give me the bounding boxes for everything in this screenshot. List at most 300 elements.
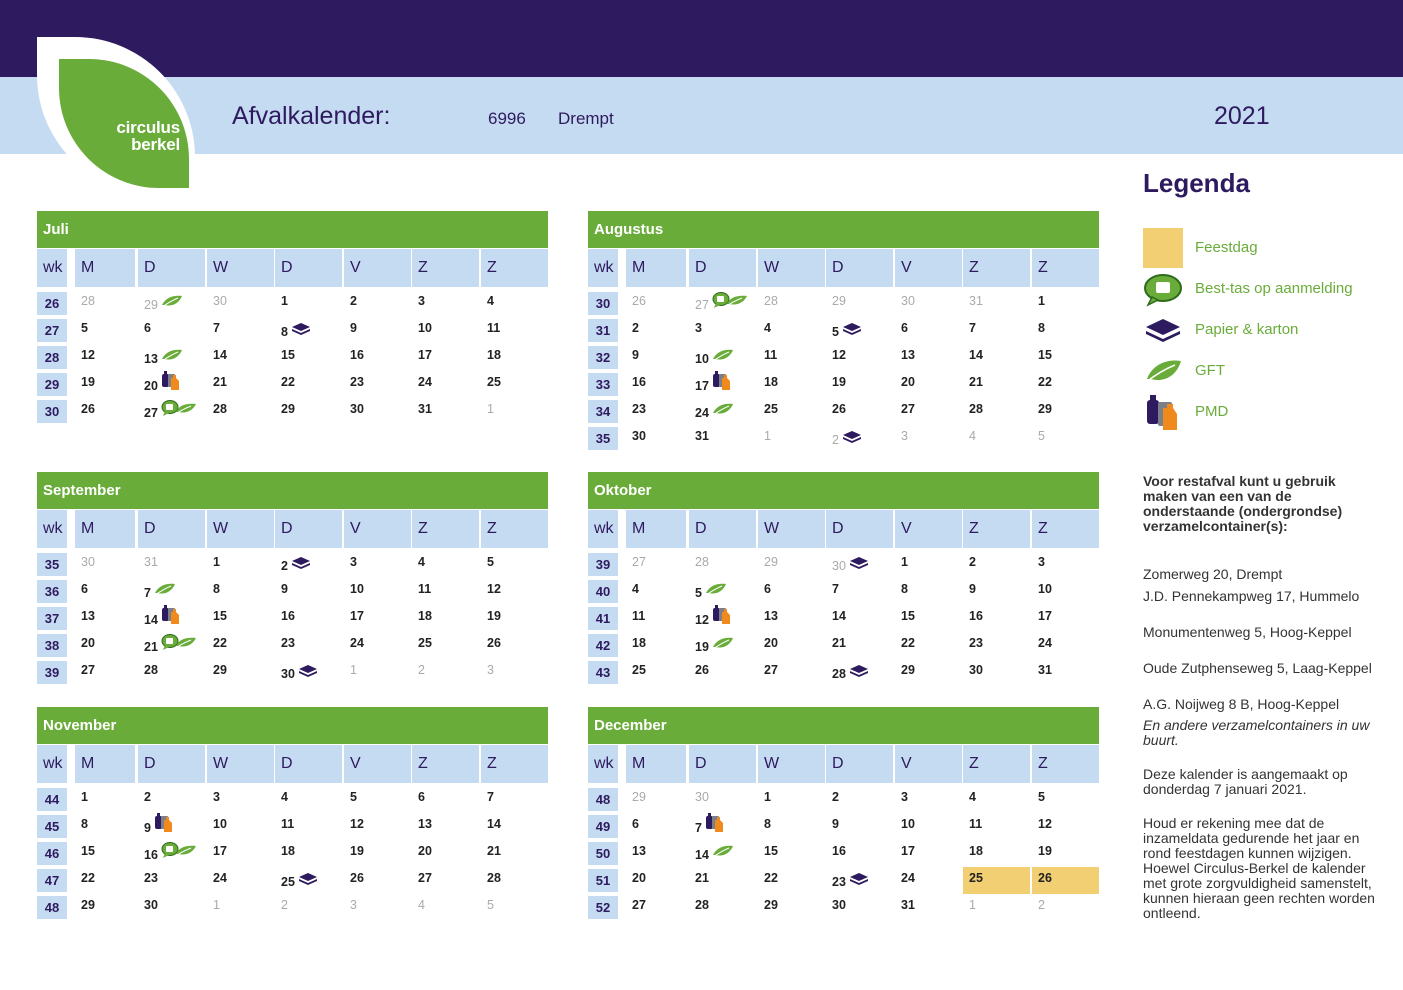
week-number: 32: [588, 346, 618, 369]
day-cell: [207, 896, 274, 920]
disclaimer: Houd er rekening mee dat de inzameldata gedurende het jaar en rond feestdagen kunnen wijzigen. Hoewel Circulus-Berkel de kalender met grote zorgvuldigheid samenstelt, kunnen hieraan geen rechten worden ontleend.: [1143, 815, 1375, 921]
day-cell: [626, 788, 686, 812]
day-number: 17: [1038, 609, 1052, 623]
month-title: Oktober: [588, 472, 1099, 509]
day-number: 30: [969, 663, 983, 677]
day-number: 13: [418, 817, 432, 831]
day-number: 27: [144, 406, 158, 420]
day-cell: [895, 815, 962, 839]
day-cell: [626, 319, 686, 343]
day-number: 29: [213, 663, 227, 677]
day-number: 14: [832, 609, 846, 623]
day-header: D: [826, 745, 893, 783]
day-cell: [344, 580, 411, 604]
header-bar: [0, 77, 1403, 154]
day-number: 29: [144, 298, 158, 312]
day-cell: [207, 607, 274, 631]
day-number: 27: [632, 555, 646, 569]
week-row: [588, 424, 1099, 451]
day-cell: [481, 346, 548, 370]
day-number: 19: [350, 844, 364, 858]
day-cell: [138, 815, 205, 839]
day-number: 9: [350, 321, 357, 335]
day-header: Z: [481, 510, 548, 548]
leaf-icon: [712, 844, 734, 858]
collection-gft-icon: [712, 402, 734, 421]
day-number: 20: [764, 636, 778, 650]
day-cell: [963, 607, 1030, 631]
paper-stack-icon: [298, 663, 318, 677]
holiday-day-cell: [1032, 867, 1099, 894]
day-number: 25: [632, 663, 646, 677]
day-cell: [344, 788, 411, 812]
collection-gft-icon: [712, 844, 734, 863]
day-number: 4: [281, 790, 288, 804]
day-cell: [1032, 292, 1099, 316]
day-cell: [207, 400, 274, 424]
day-number: 22: [901, 636, 915, 650]
day-header: D: [689, 249, 756, 287]
week-row: [37, 370, 548, 397]
day-number: 16: [969, 609, 983, 623]
collection-best-gft-icon: [161, 844, 197, 864]
day-cell: [895, 373, 962, 397]
day-number: 15: [901, 609, 915, 623]
day-header-row: [37, 510, 548, 548]
day-cell: [75, 400, 135, 424]
paper-stack-icon: [291, 555, 311, 569]
day-cell: [626, 292, 686, 316]
day-cell: [344, 896, 411, 920]
day-cell: [1032, 815, 1099, 839]
day-number: 6: [632, 817, 639, 831]
week-row: [588, 316, 1099, 343]
day-header: M: [75, 745, 135, 783]
day-cell: [626, 553, 686, 577]
day-number: 28: [81, 294, 95, 308]
day-cell: [412, 292, 479, 316]
day-cell: [481, 788, 548, 812]
best-bag-leaf-icon: [712, 291, 748, 309]
day-number: 11: [281, 817, 295, 831]
day-cell: [963, 896, 1030, 920]
day-number: 29: [832, 294, 846, 308]
day-number: 6: [418, 790, 425, 804]
day-number: 30: [832, 559, 846, 573]
collection-best-gft-icon: [161, 402, 197, 422]
week-row: [37, 893, 548, 920]
day-number: 18: [969, 844, 983, 858]
day-number: 26: [832, 402, 846, 416]
legend-label: Feestdag: [1195, 239, 1258, 256]
week-number: 40: [588, 580, 618, 603]
day-number: 5: [1038, 790, 1045, 804]
more-containers-note: En andere verzamelcontainers in uw buurt.: [1143, 717, 1370, 748]
day-number: 14: [144, 613, 158, 627]
day-number: 16: [144, 848, 158, 862]
week-row: [37, 866, 548, 893]
paper-stack-icon: [298, 871, 318, 885]
day-header-row: [588, 745, 1099, 783]
day-cell: [138, 400, 205, 424]
day-number: 8: [213, 582, 220, 596]
paper-stack-icon: [842, 429, 862, 443]
day-cell: [138, 842, 205, 866]
day-header: Z: [1032, 249, 1099, 287]
day-number: 10: [213, 817, 227, 831]
day-cell: [689, 292, 756, 316]
day-cell: [963, 661, 1030, 685]
month-juli: [37, 211, 548, 424]
day-cell: [1032, 842, 1099, 866]
day-cell: [826, 815, 893, 839]
day-number: 19: [487, 609, 501, 623]
day-cell: [689, 842, 756, 866]
day-number: 30: [695, 790, 709, 804]
week-row: [588, 893, 1099, 920]
day-number: 28: [144, 663, 158, 677]
day-header: M: [626, 510, 686, 548]
day-number: 23: [281, 636, 295, 650]
holiday-swatch: [1143, 228, 1183, 268]
day-header-row: [588, 249, 1099, 287]
day-header: Z: [412, 249, 479, 287]
day-cell: [689, 373, 756, 397]
day-cell: [758, 553, 825, 577]
day-cell: [207, 346, 274, 370]
location-item: Zomerweg 20, Drempt: [1143, 566, 1283, 582]
pmd-icon: [712, 603, 732, 625]
day-number: 25: [487, 375, 501, 389]
collection-best-gft-icon: [712, 294, 748, 314]
day-header: D: [275, 249, 342, 287]
day-cell: [1032, 634, 1099, 658]
day-cell: [481, 319, 548, 343]
day-number: 21: [695, 871, 709, 885]
day-cell: [207, 553, 274, 577]
day-number: 23: [144, 871, 158, 885]
paper-stack-icon: [849, 663, 869, 677]
day-cell: [481, 580, 548, 604]
day-number: 15: [281, 348, 295, 362]
day-cell: [963, 319, 1030, 343]
day-cell: [138, 580, 205, 604]
day-cell: [758, 896, 825, 920]
day-number: 4: [418, 898, 425, 912]
day-number: 22: [81, 871, 95, 885]
week-row: [588, 343, 1099, 370]
day-header: Z: [481, 249, 548, 287]
day-cell: [689, 661, 756, 685]
week-row: [37, 289, 548, 316]
day-cell: [207, 634, 274, 658]
day-number: 31: [144, 555, 158, 569]
day-cell: [1032, 896, 1099, 920]
day-number: 24: [1038, 636, 1052, 650]
day-number: 1: [764, 429, 771, 443]
day-cell: [826, 661, 893, 685]
day-header: V: [344, 745, 411, 783]
day-number: 8: [281, 325, 288, 339]
day-cell: [963, 580, 1030, 604]
day-cell: [275, 842, 342, 866]
day-cell: [481, 842, 548, 866]
day-header: Z: [963, 249, 1030, 287]
week-number: 41: [588, 607, 618, 630]
day-number: 27: [632, 898, 646, 912]
day-number: 17: [213, 844, 227, 858]
day-cell: [481, 869, 548, 893]
week-header: wk: [588, 745, 618, 783]
week-number: 27: [37, 319, 67, 342]
day-header: Z: [412, 745, 479, 783]
collection-pmd-icon: [712, 609, 732, 630]
day-number: 28: [695, 898, 709, 912]
day-cell: [826, 869, 893, 893]
day-cell: [1032, 553, 1099, 577]
day-cell: [758, 788, 825, 812]
day-number: 4: [969, 790, 976, 804]
day-cell: [826, 896, 893, 920]
day-number: 4: [969, 429, 976, 443]
day-cell: [1032, 346, 1099, 370]
day-cell: [758, 427, 825, 451]
collection-papier-icon: [298, 871, 318, 890]
day-number: 11: [487, 321, 501, 335]
day-number: 22: [213, 636, 227, 650]
day-cell: [275, 788, 342, 812]
collection-papier-icon: [842, 321, 862, 340]
month-title: Augustus: [588, 211, 1099, 248]
day-cell: [275, 346, 342, 370]
day-cell: [689, 319, 756, 343]
day-cell: [207, 815, 274, 839]
week-number: 37: [37, 607, 67, 630]
week-number: 39: [588, 553, 618, 576]
day-number: 26: [487, 636, 501, 650]
week-number: 50: [588, 842, 618, 865]
day-header: D: [689, 510, 756, 548]
week-row: [588, 839, 1099, 866]
day-header-row: [37, 745, 548, 783]
day-cell: [75, 607, 135, 631]
day-cell: [412, 553, 479, 577]
day-header: W: [758, 249, 825, 287]
day-number: 13: [144, 352, 158, 366]
day-number: 23: [969, 636, 983, 650]
day-cell: [895, 553, 962, 577]
day-number: 5: [487, 898, 494, 912]
day-number: 29: [1038, 402, 1052, 416]
day-cell: [481, 607, 548, 631]
week-row: [37, 577, 548, 604]
day-number: 12: [350, 817, 364, 831]
collection-papier-icon: [849, 555, 869, 574]
day-number: 18: [487, 348, 501, 362]
day-number: 12: [695, 613, 709, 627]
day-cell: [758, 292, 825, 316]
day-cell: [481, 553, 548, 577]
month-augustus: [588, 211, 1099, 451]
day-number: 25: [969, 871, 983, 885]
day-cell: [758, 634, 825, 658]
leaf-icon: [1143, 351, 1183, 391]
legend-label: PMD: [1195, 403, 1229, 420]
day-cell: [344, 373, 411, 397]
day-cell: [758, 346, 825, 370]
day-cell: [895, 607, 962, 631]
week-number: 47: [37, 869, 67, 892]
day-cell: [689, 427, 756, 451]
day-cell: [689, 634, 756, 658]
day-number: 7: [969, 321, 976, 335]
day-cell: [1032, 580, 1099, 604]
day-cell: [412, 580, 479, 604]
leaf-icon: [161, 294, 183, 308]
day-header: W: [758, 745, 825, 783]
day-number: 24: [695, 406, 709, 420]
day-header: V: [895, 510, 962, 548]
pmd-icon: [161, 369, 181, 391]
day-cell: [626, 896, 686, 920]
collection-gft-icon: [161, 294, 183, 313]
week-row: [37, 631, 548, 658]
day-number: 13: [632, 844, 646, 858]
day-number: 19: [81, 375, 95, 389]
day-number: 6: [764, 582, 771, 596]
week-number: 52: [588, 896, 618, 919]
day-number: 21: [213, 375, 227, 389]
day-number: 11: [969, 817, 983, 831]
day-cell: [895, 842, 962, 866]
day-cell: [275, 896, 342, 920]
week-row: [37, 550, 548, 577]
day-header: D: [689, 745, 756, 783]
day-header: Z: [963, 510, 1030, 548]
day-number: 22: [764, 871, 778, 885]
month-november: [37, 707, 548, 920]
day-number: 31: [1038, 663, 1052, 677]
day-header: D: [138, 510, 205, 548]
day-header: D: [138, 745, 205, 783]
day-number: 17: [901, 844, 915, 858]
day-cell: [689, 815, 756, 839]
day-header-row: [37, 249, 548, 287]
day-cell: [344, 346, 411, 370]
day-cell: [758, 373, 825, 397]
day-number: 20: [144, 379, 158, 393]
day-number: 20: [81, 636, 95, 650]
day-number: 12: [487, 582, 501, 596]
week-row: [37, 316, 548, 343]
day-number: 31: [695, 429, 709, 443]
leaf-icon: [705, 582, 727, 596]
day-cell: [895, 788, 962, 812]
day-cell: [895, 292, 962, 316]
day-cell: [412, 319, 479, 343]
pmd-icon: [161, 603, 181, 625]
day-cell: [75, 346, 135, 370]
day-cell: [626, 400, 686, 424]
week-number: 29: [37, 373, 67, 396]
day-number: 5: [81, 321, 88, 335]
week-row: [37, 658, 548, 685]
day-cell: [138, 661, 205, 685]
day-number: 9: [281, 582, 288, 596]
day-cell: [895, 634, 962, 658]
day-header: M: [75, 249, 135, 287]
day-cell: [75, 869, 135, 893]
day-cell: [895, 661, 962, 685]
day-number: 24: [350, 636, 364, 650]
day-cell: [275, 400, 342, 424]
week-row: [588, 631, 1099, 658]
day-cell: [626, 427, 686, 451]
day-cell: [481, 400, 548, 424]
day-header: M: [626, 249, 686, 287]
day-number: 14: [695, 848, 709, 862]
best-bag-leaf-icon: [161, 399, 197, 417]
day-cell: [412, 788, 479, 812]
day-cell: [275, 292, 342, 316]
day-number: 18: [281, 844, 295, 858]
day-number: 20: [418, 844, 432, 858]
day-cell: [826, 373, 893, 397]
day-cell: [75, 319, 135, 343]
day-cell: [412, 373, 479, 397]
day-cell: [963, 400, 1030, 424]
day-number: 25: [764, 402, 778, 416]
day-cell: [344, 842, 411, 866]
day-cell: [412, 815, 479, 839]
day-number: 29: [764, 898, 778, 912]
day-number: 25: [281, 875, 295, 889]
day-number: 5: [350, 790, 357, 804]
day-number: 12: [1038, 817, 1052, 831]
day-number: 2: [832, 433, 839, 447]
day-number: 14: [487, 817, 501, 831]
week-header: wk: [37, 249, 67, 287]
day-number: 21: [969, 375, 983, 389]
collection-papier-icon: [291, 321, 311, 340]
day-cell: [344, 292, 411, 316]
day-number: 20: [632, 871, 646, 885]
day-cell: [75, 842, 135, 866]
week-header: wk: [37, 510, 67, 548]
day-cell: [626, 634, 686, 658]
day-cell: [963, 292, 1030, 316]
collection-papier-icon: [291, 555, 311, 574]
week-number: 39: [37, 661, 67, 684]
week-row: [588, 658, 1099, 685]
day-header: D: [826, 249, 893, 287]
day-cell: [481, 661, 548, 685]
day-number: 19: [832, 375, 846, 389]
day-number: 21: [487, 844, 501, 858]
day-header: M: [626, 745, 686, 783]
day-cell: [895, 427, 962, 451]
day-number: 26: [1038, 871, 1052, 885]
best-bag-icon: [1143, 269, 1183, 309]
day-number: 16: [832, 844, 846, 858]
day-number: 27: [764, 663, 778, 677]
day-cell: [758, 400, 825, 424]
day-cell: [826, 319, 893, 343]
location-item: A.G. Noijweg 8 B, Hoog-Keppel: [1143, 696, 1340, 712]
day-cell: [689, 400, 756, 424]
day-number: 27: [418, 871, 432, 885]
day-number: 16: [281, 609, 295, 623]
